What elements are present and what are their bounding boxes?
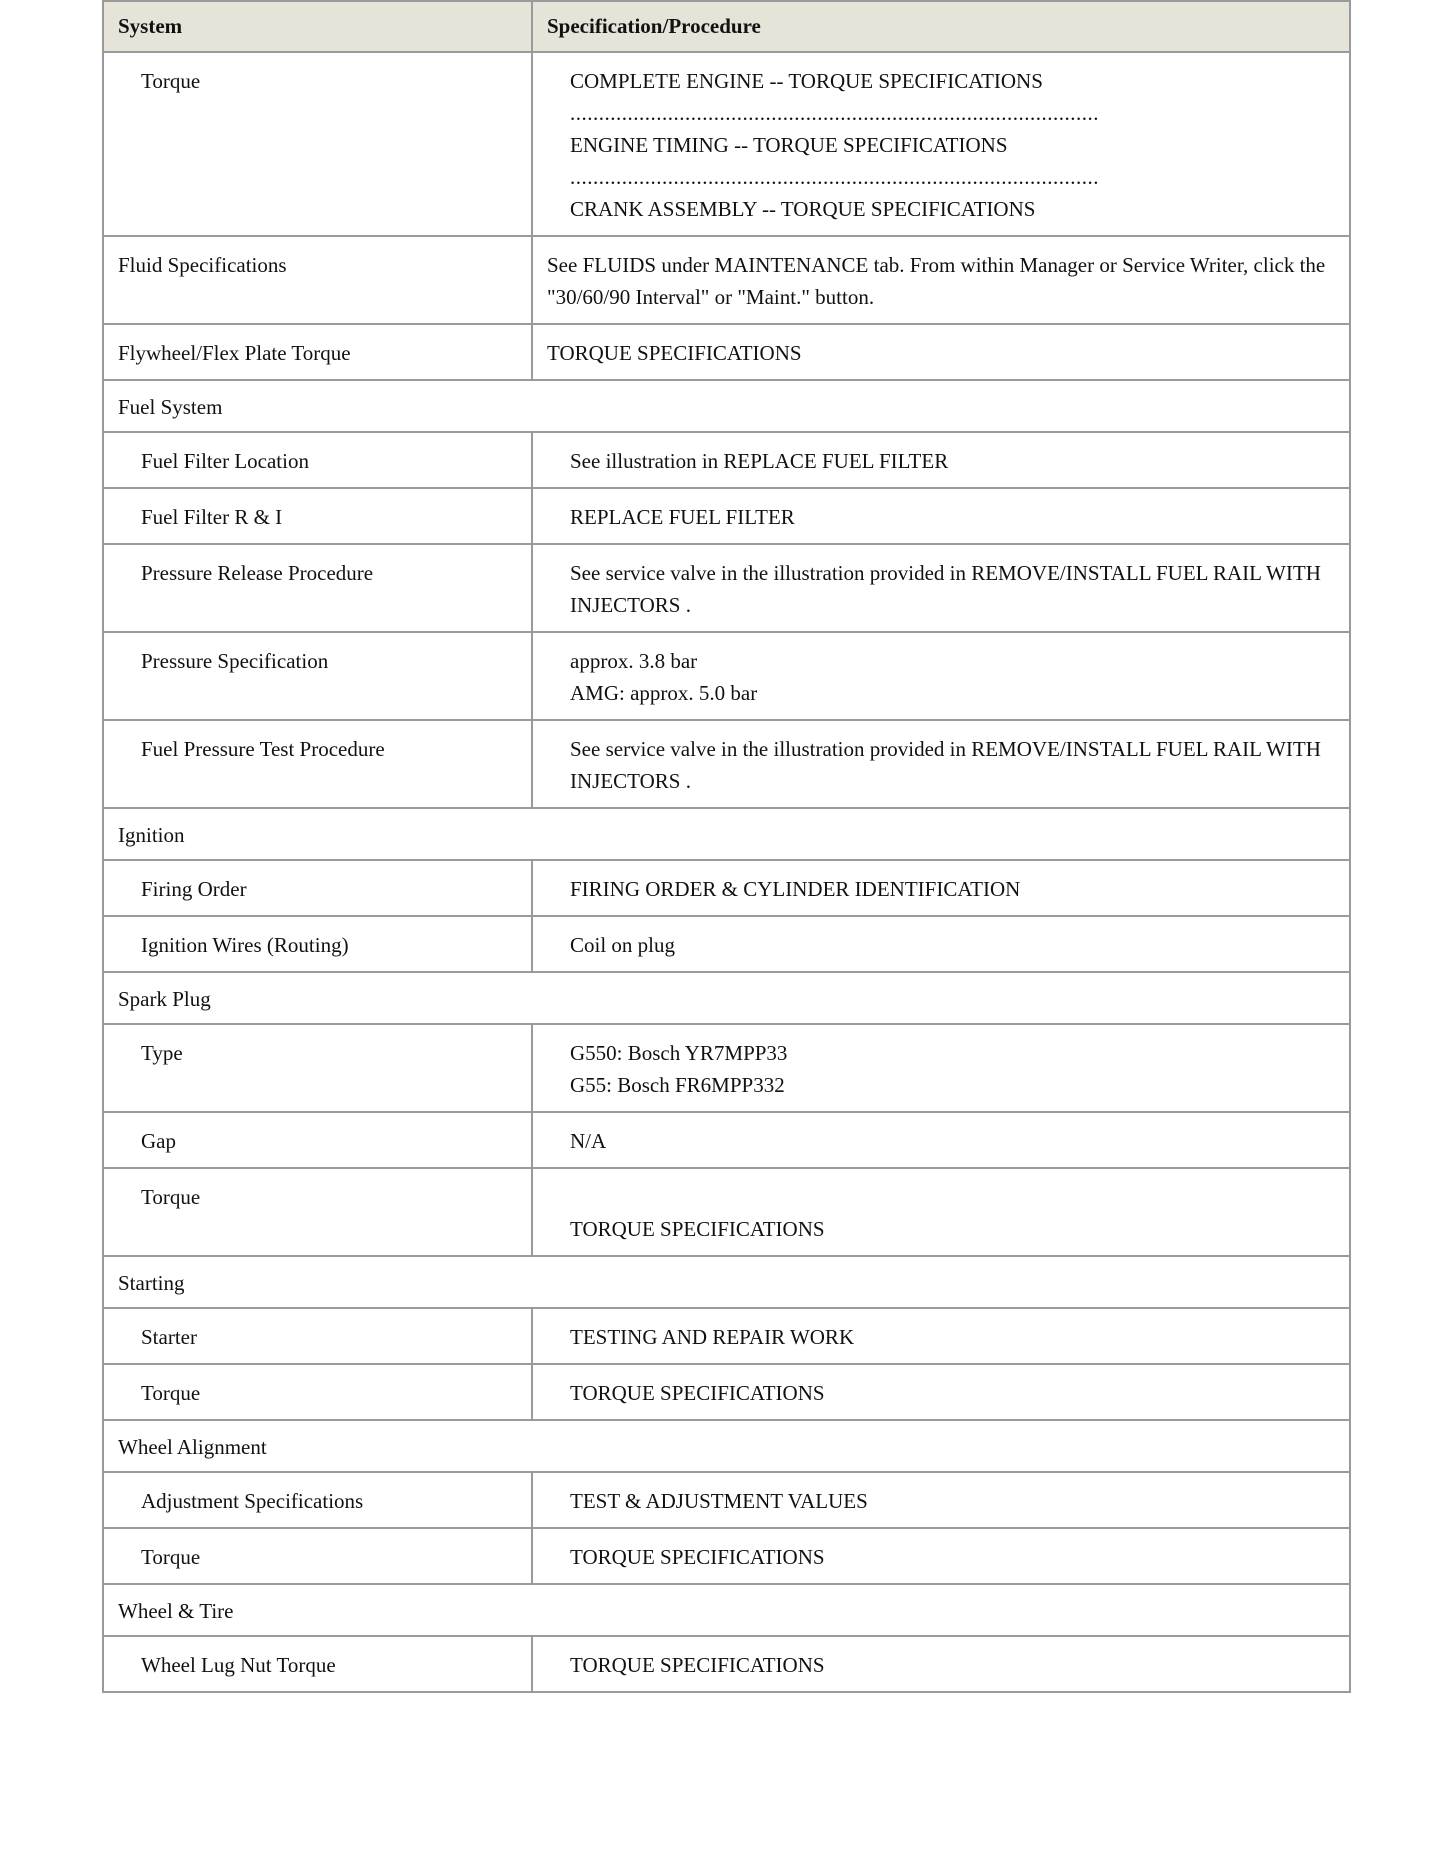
row-value (532, 632, 1350, 720)
table-row (103, 488, 1350, 544)
row-value[interactable]: TORQUE SPECIFICATIONS (532, 1636, 1350, 1692)
table-row (103, 52, 1350, 236)
row-label: Torque (103, 1364, 532, 1420)
row-label: Torque (103, 1528, 532, 1584)
row-value[interactable]: TESTING AND REPAIR WORK (532, 1308, 1350, 1364)
row-value[interactable]: TORQUE SPECIFICATIONS (532, 1364, 1350, 1420)
section-row (103, 1256, 1350, 1308)
table-row (103, 860, 1350, 916)
table-row (103, 236, 1350, 324)
blank-line (570, 1181, 1335, 1213)
row-label: Type (103, 1024, 532, 1112)
spec-link[interactable]: TORQUE SPECIFICATIONS (570, 1217, 825, 1241)
row-value: See FLUIDS under MAINTENANCE tab. From within Manager or Service Writer, click the "30/60/90 Interval" or "Maint." button. (532, 236, 1350, 324)
row-label: Torque (103, 52, 532, 236)
table-row (103, 1168, 1350, 1256)
row-label: Gap (103, 1112, 532, 1168)
section-title: Fuel System (103, 380, 1350, 432)
section-row (103, 808, 1350, 860)
row-value[interactable]: REPLACE FUEL FILTER (532, 488, 1350, 544)
section-row (103, 972, 1350, 1024)
spec-link[interactable]: COMPLETE ENGINE -- TORQUE SPECIFICATIONS (570, 69, 1043, 93)
table-row (103, 1636, 1350, 1692)
table-row (103, 1364, 1350, 1420)
section-title: Spark Plug (103, 972, 1350, 1024)
row-value[interactable]: TEST & ADJUSTMENT VALUES (532, 1472, 1350, 1528)
row-value[interactable]: See service valve in the illustration provided in REMOVE/INSTALL FUEL RAIL WITH INJECTORS . (532, 544, 1350, 632)
table-row (103, 1528, 1350, 1584)
row-value (532, 1024, 1350, 1112)
header-specification: Specification/Procedure (532, 1, 1350, 52)
row-label: Flywheel/Flex Plate Torque (103, 324, 532, 380)
row-label: Firing Order (103, 860, 532, 916)
row-label: Ignition Wires (Routing) (103, 916, 532, 972)
section-row (103, 1584, 1350, 1636)
section-row (103, 380, 1350, 432)
header-system: System (103, 1, 532, 52)
table-row (103, 1472, 1350, 1528)
table-row (103, 1024, 1350, 1112)
table-row (103, 432, 1350, 488)
row-label: Fluid Specifications (103, 236, 532, 324)
table-header-row (103, 1, 1350, 52)
row-value: N/A (532, 1112, 1350, 1168)
spec-value: approx. 3.8 bar (570, 649, 698, 673)
row-value[interactable]: FIRING ORDER & CYLINDER IDENTIFICATION (532, 860, 1350, 916)
row-value[interactable]: TORQUE SPECIFICATIONS (532, 1528, 1350, 1584)
table-row (103, 1112, 1350, 1168)
section-title: Starting (103, 1256, 1350, 1308)
row-label: Pressure Specification (103, 632, 532, 720)
table-row (103, 324, 1350, 380)
table-row (103, 916, 1350, 972)
row-label: Fuel Pressure Test Procedure (103, 720, 532, 808)
row-label: Fuel Filter R & I (103, 488, 532, 544)
spec-value: G550: Bosch YR7MPP33 (570, 1041, 788, 1065)
spec-value: G55: Bosch FR6MPP332 (570, 1073, 785, 1097)
table-row (103, 632, 1350, 720)
row-value: Coil on plug (532, 916, 1350, 972)
table-row (103, 720, 1350, 808)
row-value[interactable]: See service valve in the illustration provided in REMOVE/INSTALL FUEL RAIL WITH INJECTORS . (532, 720, 1350, 808)
section-row (103, 1420, 1350, 1472)
spec-link[interactable]: CRANK ASSEMBLY -- TORQUE SPECIFICATIONS (570, 197, 1036, 221)
row-label: Starter (103, 1308, 532, 1364)
row-value (532, 52, 1350, 236)
specification-table (102, 0, 1351, 1693)
dot-leader: ............................................................................................ (570, 101, 1099, 125)
row-label: Adjustment Specifications (103, 1472, 532, 1528)
row-label: Fuel Filter Location (103, 432, 532, 488)
section-title: Wheel Alignment (103, 1420, 1350, 1472)
row-label: Pressure Release Procedure (103, 544, 532, 632)
dot-leader: ............................................................................................ (570, 165, 1099, 189)
table-row (103, 1308, 1350, 1364)
row-value[interactable]: TORQUE SPECIFICATIONS (532, 324, 1350, 380)
row-value (532, 1168, 1350, 1256)
spec-value: AMG: approx. 5.0 bar (570, 681, 758, 705)
section-title: Ignition (103, 808, 1350, 860)
row-value[interactable]: See illustration in REPLACE FUEL FILTER (532, 432, 1350, 488)
spec-link[interactable]: ENGINE TIMING -- TORQUE SPECIFICATIONS (570, 133, 1008, 157)
row-label: Torque (103, 1168, 532, 1256)
section-title: Wheel & Tire (103, 1584, 1350, 1636)
table-row (103, 544, 1350, 632)
row-label: Wheel Lug Nut Torque (103, 1636, 532, 1692)
